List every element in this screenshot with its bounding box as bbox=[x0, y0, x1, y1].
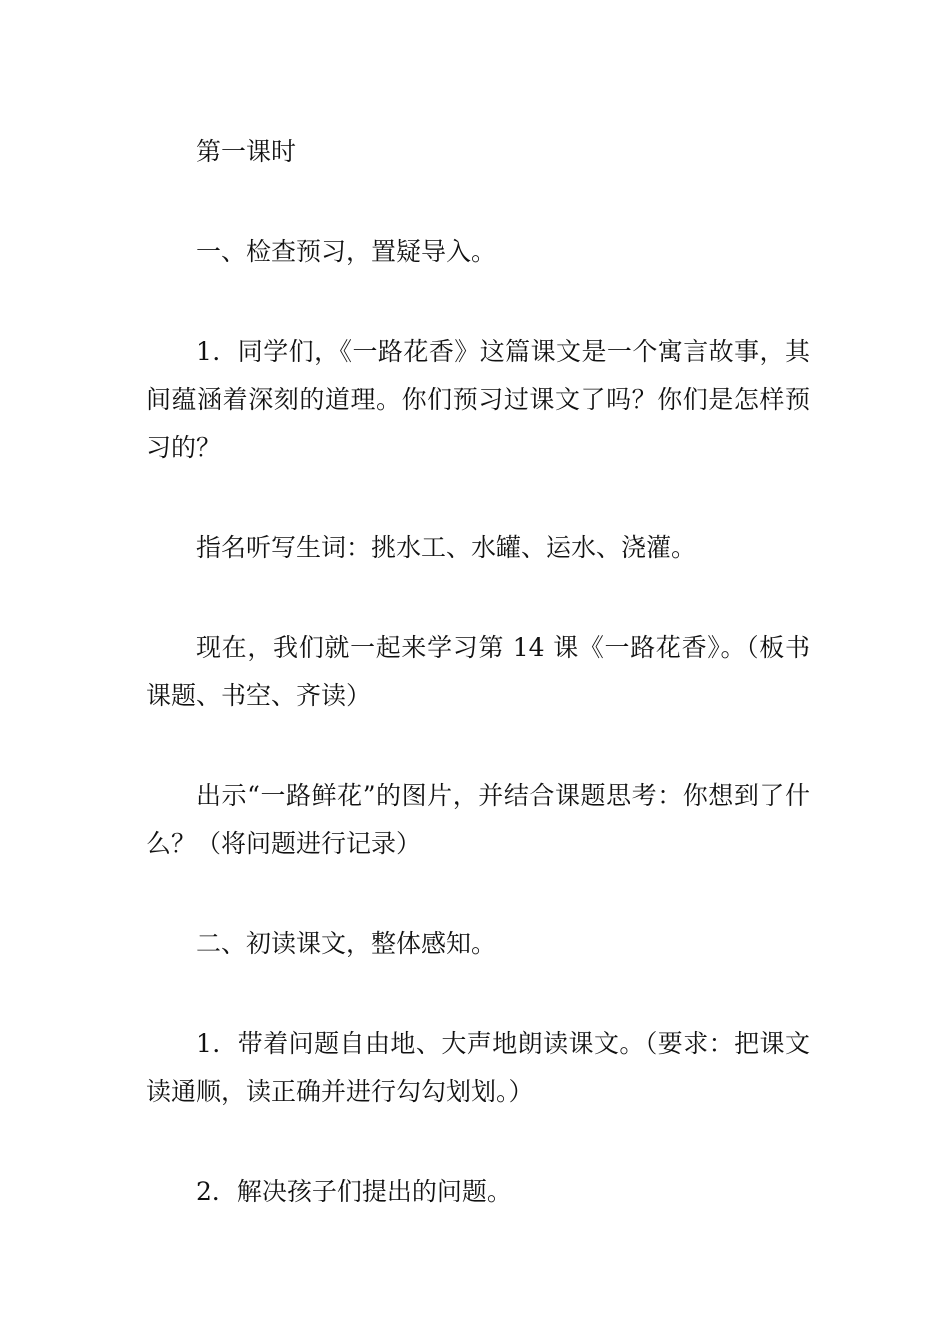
paragraph-intro-question: 1．同学们，《一路花香》这篇课文是一个寓言故事，其间蕴涵着深刻的道理。你们预习过课文了吗？你们是怎样预习的？ bbox=[146, 337, 810, 462]
section-heading-first-reading: 二、初读课文，整体感知。 bbox=[196, 929, 497, 958]
section-heading-preview-check: 一、检查预习，置疑导入。 bbox=[196, 237, 497, 266]
paragraph-read-aloud: 1．带着问题自由地、大声地朗读课文。（要求：把课文读通顺，读正确并进行勾勾划划。） bbox=[146, 1029, 810, 1106]
paragraph-dictation: 指名听写生词：挑水工、水罐、运水、浇灌。 bbox=[196, 533, 697, 562]
lesson-period-heading: 第一课时 bbox=[196, 137, 297, 166]
paragraph-show-picture: 出示“一路鲜花”的图片，并结合课题思考：你想到了什么？（将问题进行记录） bbox=[146, 781, 810, 858]
document-body bbox=[146, 128, 810, 1216]
paragraph-lesson-title: 现在，我们就一起来学习第 14 课《一路花香》。（板书课题、书空、齐读） bbox=[146, 633, 810, 710]
paragraph-solve-questions: 2．解决孩子们提出的问题。 bbox=[196, 1177, 512, 1206]
